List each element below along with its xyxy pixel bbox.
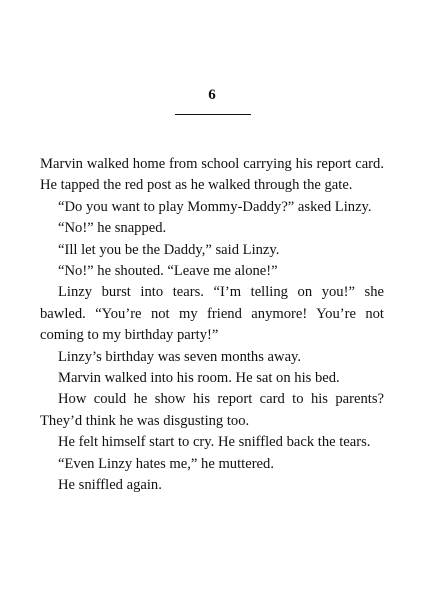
paragraph-10: He felt himself start to cry. He sniffled back the tears.: [58, 434, 371, 451]
paragraph-9: How could he show his report card to his parents? They’d think he was disgusting too.: [40, 391, 384, 429]
paragraph-12: He sniffled again.: [58, 477, 162, 494]
paragraph-8: Marvin walked into his room. He sat on his bed.: [58, 370, 340, 387]
paragraph-4: “Ill let you be the Daddy,” said Linzy.: [58, 241, 280, 258]
paragraph-2: “Do you want to play Mommy-Daddy?” asked Linzy.: [58, 198, 372, 215]
paragraph-3: “No!” he snapped.: [58, 220, 167, 237]
paragraph-7: Linzy’s birthday was seven months away.: [58, 348, 302, 365]
paragraph-6: Linzy burst into tears. “I’m telling on you!” she bawled. “You’re not my friend anymore! You’re not coming to my birthday party!”: [40, 284, 384, 344]
paragraph-5: “No!” he shouted. “Leave me alone!”: [58, 263, 278, 280]
paragraph-1: Marvin walked home from school carrying his report card. He tapped the red post as he walked through the gate.: [40, 156, 384, 194]
paragraph-11: “Even Linzy hates me,” he muttered.: [58, 455, 274, 472]
chapter-body: [40, 154, 384, 497]
chapter-number: 6: [208, 87, 216, 103]
chapter-divider-rule: [175, 114, 251, 115]
